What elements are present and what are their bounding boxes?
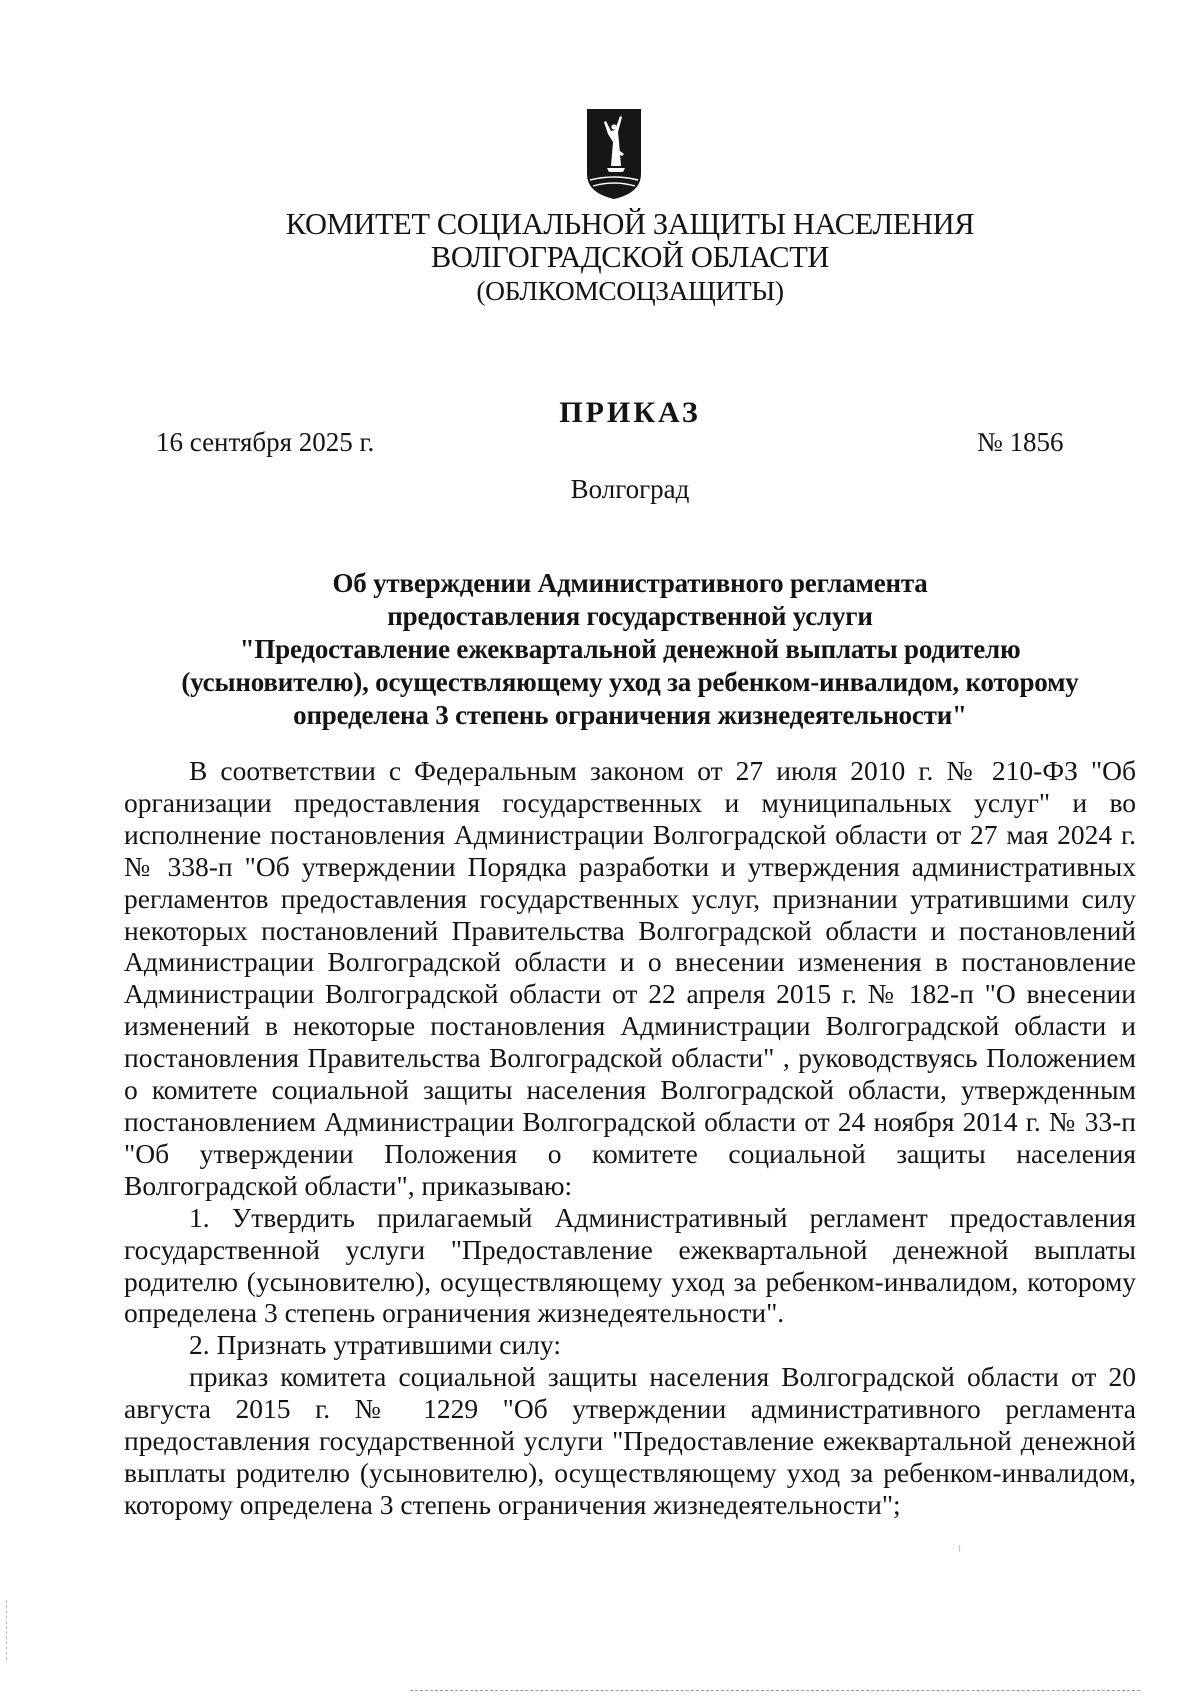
bottom-scan-line <box>410 1690 1140 1691</box>
order-item-1: 1. Утвердить прилагаемый Административный регламент предоставления государственной услуги "Предоставление ежеквартальной денежной выплаты родителю (усыновителю), осуществляющему уход за ребенком-инвалидом, которому определена 3 степень ограничения жизнедеятельности". <box>124 1201 1136 1329</box>
order-body <box>124 755 1136 1521</box>
order-city: Волгоград <box>570 474 690 504</box>
document-type-title: ПРИКАЗ <box>559 396 701 429</box>
volgograd-coat-of-arms-icon <box>586 108 642 200</box>
subject-line: "Предоставление ежеквартальной денежной выплаты родителю <box>239 634 1021 664</box>
subject-line: предоставления государственной услуги <box>387 601 873 631</box>
organization-name-line-2: ВОЛГОГРАДСКОЙ ОБЛАСТИ <box>430 240 830 274</box>
scan-mark: ⁝ <box>958 1544 962 1555</box>
order-item-2-a: приказ комитета социальной защиты населения Волгоградской области от 20 августа 2015 г. № 1229 "Об утверждении административного регламента предоставления государственной услуги "Предоставление ежеквартальной денежной выплаты родителю (усыновителю), осуществляющему уход за ребенком-инвалидом, которому определена 3 степень ограничения жизнедеятельности"; <box>124 1361 1136 1520</box>
subject-line: Об утверждении Административного регламента <box>332 568 928 598</box>
subject-line: определена 3 степень ограничения жизнедеятельности" <box>293 700 967 730</box>
preamble-paragraph: В соответствии с Федеральным законом от 27 июля 2010 г. № 210-ФЗ "Об организации предоставления государственных и муниципальных услуг" и во исполнение постановления Администрации Волгоградской области от 27 мая 2024 г. № 338-п "Об утверждении Порядка разработки и утверждения административных регламентов предоставления государственных услуг, признании утратившими силу некоторых постановлений Правительства Волгоградской области и постановлений Администрации Волгоградской области и о внесении изменения в постановление Администрации Волгоградской области от 22 апреля 2015 г. № 182-п "О внесении изменений в некоторые постановления Администрации Волгоградской области и постановления Правительства Волгоградской области" , руководствуясь Положением о комитете социальной защиты населения Волгоградской области, утвержденным постановлением Администрации Волгоградской области от 24 ноября 2014 г. № 33-п "Об утверждении Положения о комитете социальной защиты населения Волгоградской области", приказываю: <box>124 755 1136 1201</box>
order-number: № 1856 <box>977 427 1064 457</box>
organization-header <box>0 208 1200 308</box>
left-scan-edge <box>6 1600 7 1660</box>
order-date: 16 сентября 2025 г. <box>156 427 375 457</box>
subject-line: (усыновителю), осуществляющему уход за ребенком-инвалидом, которому <box>181 667 1079 697</box>
order-item-2: 2. Признать утратившими силу: <box>189 1329 561 1361</box>
organization-name-line-1: КОМИТЕТ СОЦИАЛЬНОЙ ЗАЩИТЫ НАСЕЛЕНИЯ <box>285 207 975 241</box>
organization-abbreviation: (ОБЛКОМСОЦЗАЩИТЫ) <box>476 275 784 306</box>
order-subject <box>100 567 1160 732</box>
